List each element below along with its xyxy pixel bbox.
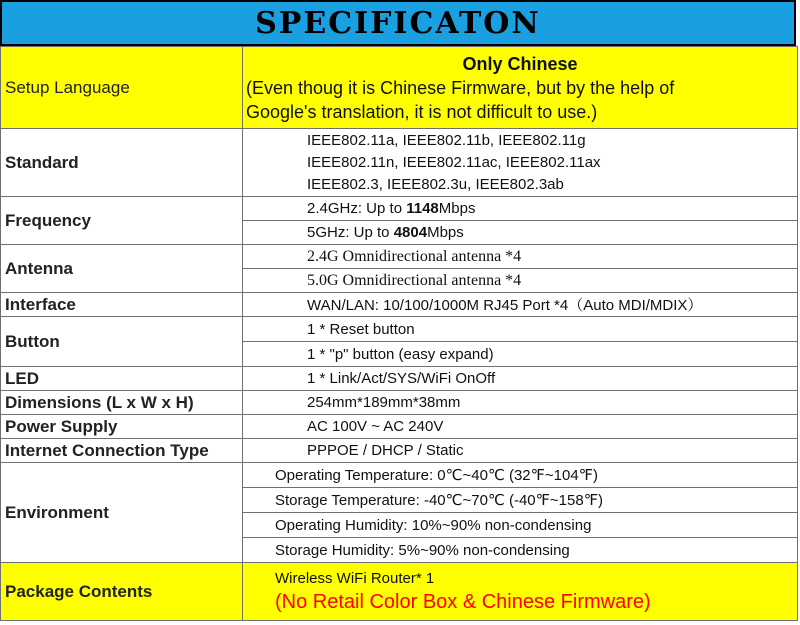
label-antenna: Antenna [1, 245, 243, 293]
label-connection-type: Internet Connection Type [1, 439, 243, 463]
label-standard: Standard [1, 129, 243, 197]
interface-value: WAN/LAN: 10/100/1000M RJ45 Port *4（Auto MDI/MDIX） [307, 297, 703, 314]
antenna-line-1: 2.4G Omnidirectional antenna *4 [307, 247, 522, 265]
row-connection-type [1, 439, 798, 463]
title-banner [0, 0, 796, 46]
label-frequency: Frequency [1, 197, 243, 245]
environment-line-4: Storage Humidity: 5%~90% non-condensing [275, 541, 570, 559]
label-led: LED [1, 367, 243, 391]
setup-language-note-1: (Even thoug it is Chinese Firmware, but by the help of [246, 77, 675, 98]
led-value: 1 * Link/Act/SYS/WiFi OnOff [307, 370, 496, 387]
standard-line-2: IEEE802.11n, IEEE802.11ac, IEEE802.11ax [307, 153, 601, 171]
value-package-contents [243, 563, 798, 621]
environment-line-3: Operating Humidity: 10%~90% non-condensing [275, 516, 592, 534]
value-frequency-24 [243, 197, 798, 221]
value-connection-type [243, 439, 798, 463]
frequency-band-24-unit: Mbps [438, 200, 476, 217]
frequency-band-5-rate: 4804 [393, 224, 428, 241]
row-led [1, 367, 798, 391]
row-power-supply [1, 415, 798, 439]
value-dimensions [243, 391, 798, 415]
row-frequency [1, 197, 798, 221]
antenna-line-2: 5.0G Omnidirectional antenna *4 [307, 271, 522, 289]
spec-table [0, 46, 798, 621]
standard-line-3: IEEE802.3, IEEE802.3u, IEEE802.3ab [307, 175, 564, 193]
row-button [1, 317, 798, 342]
setup-language-note-2: Google's translation, it is not difficult to use.) [246, 101, 598, 122]
environment-line-2: Storage Temperature: -40℃~70℃ (-40℉~158℉) [275, 492, 603, 509]
power-supply-value: AC 100V ~ AC 240V [307, 418, 444, 435]
row-package-contents [1, 563, 798, 621]
button-line-1: 1 * Reset button [307, 320, 415, 338]
value-antenna-5 [243, 269, 798, 293]
dimensions-value: 254mm*189mm*38mm [307, 394, 461, 411]
value-led [243, 367, 798, 391]
frequency-band-24 [243, 200, 797, 217]
value-environment-4 [243, 538, 798, 563]
value-interface [243, 293, 798, 317]
frequency-band-24-rate: 1148 [406, 200, 439, 217]
value-button-2 [243, 342, 798, 367]
connection-type-value: PPPOE / DHCP / Static [307, 442, 464, 459]
label-power-supply: Power Supply [1, 415, 243, 439]
label-environment: Environment [1, 463, 243, 563]
row-dimensions [1, 391, 798, 415]
row-interface [1, 293, 798, 317]
label-interface: Interface [1, 293, 243, 317]
package-line-2: (No Retail Color Box & Chinese Firmware) [275, 590, 651, 613]
label-dimensions: Dimensions (L x W x H) [1, 391, 243, 415]
row-standard [1, 129, 798, 197]
label-package-contents: Package Contents [1, 563, 243, 621]
value-standard [243, 129, 798, 197]
label-button: Button [1, 317, 243, 367]
value-antenna-24 [243, 245, 798, 269]
value-environment-2 [243, 488, 798, 513]
value-environment-1 [243, 463, 798, 488]
setup-language-heading: Only Chinese [462, 53, 578, 74]
frequency-band-5-prefix: 5GHz: Up to [307, 224, 394, 241]
value-environment-3 [243, 513, 798, 538]
page-title: SPECIFICATON [255, 5, 541, 41]
value-power-supply [243, 415, 798, 439]
frequency-band-5 [243, 224, 797, 241]
button-line-2: 1 * "p" button (easy expand) [307, 345, 494, 363]
standard-line-1: IEEE802.11a, IEEE802.11b, IEEE802.11g [307, 131, 586, 149]
row-setup-language [1, 47, 798, 129]
environment-line-1: Operating Temperature: 0℃~40℃ (32℉~104℉) [275, 467, 598, 484]
frequency-band-24-prefix: 2.4GHz: Up to [307, 200, 407, 217]
row-environment [1, 463, 798, 488]
frequency-band-5-unit: Mbps [427, 224, 464, 241]
row-antenna [1, 245, 798, 269]
label-setup-language: Setup Language [1, 47, 243, 129]
package-line-1: Wireless WiFi Router* 1 [275, 569, 435, 587]
value-button-1 [243, 317, 798, 342]
value-frequency-5 [243, 221, 798, 245]
value-setup-language [243, 47, 798, 129]
